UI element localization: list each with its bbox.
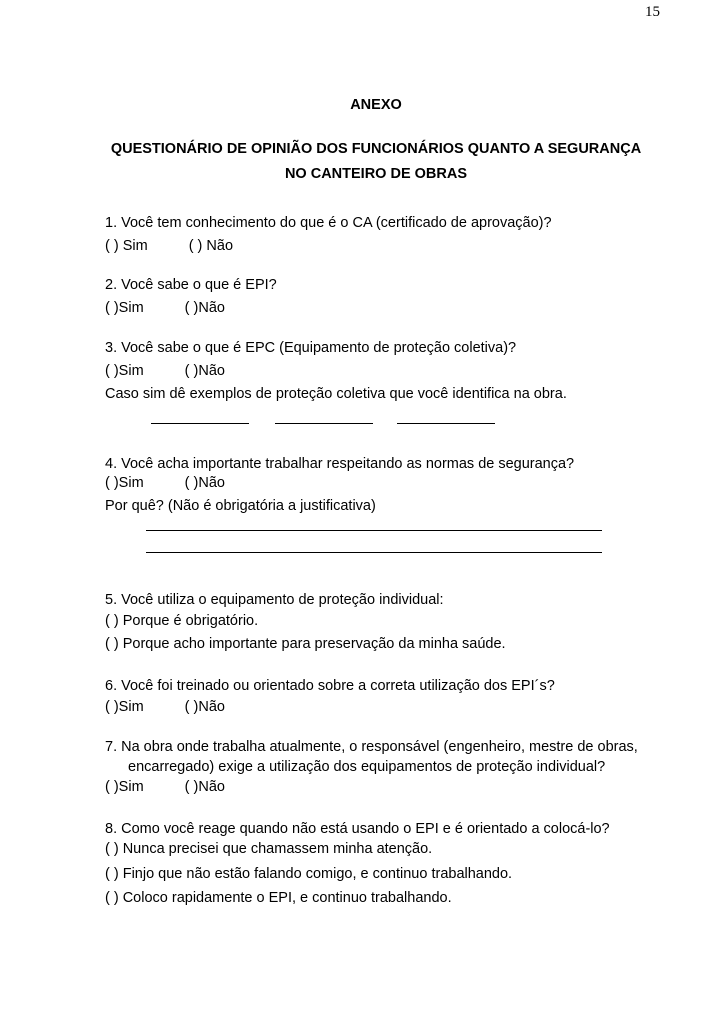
question-7-line2: encarregado) exige a utilização dos equipamentos de proteção individual? bbox=[128, 759, 606, 775]
question-6-answers bbox=[105, 698, 225, 716]
question-2-answers bbox=[105, 299, 225, 317]
question-6: 6. Você foi treinado ou orientado sobre a correta utilização dos EPI´s? bbox=[105, 678, 555, 694]
question-4-followup: Por quê? (Não é obrigatória a justificativa) bbox=[105, 498, 376, 514]
q6-option-no[interactable]: ( )Não bbox=[184, 699, 225, 715]
question-3: 3. Você sabe o que é EPC (Equipamento de proteção coletiva)? bbox=[105, 340, 517, 356]
q3-option-yes[interactable]: ( )Sim bbox=[105, 363, 144, 379]
q4-justification-line-1[interactable] bbox=[146, 530, 602, 531]
q5-option-1[interactable]: ( ) Porque é obrigatório. bbox=[105, 613, 259, 629]
question-7-line1: 7. Na obra onde trabalha atualmente, o responsável (engenheiro, mestre de obras, bbox=[105, 739, 638, 755]
question-5: 5. Você utiliza o equipamento de proteção individual: bbox=[105, 592, 444, 608]
question-3-followup: Caso sim dê exemplos de proteção coletiva que você identifica na obra. bbox=[105, 386, 567, 402]
question-1-answers bbox=[105, 237, 233, 255]
question-4: 4. Você acha importante trabalhar respeitando as normas de segurança? bbox=[105, 456, 575, 472]
q8-option-1[interactable]: ( ) Nunca precisei que chamassem minha atenção. bbox=[105, 841, 433, 857]
q5-option-2[interactable]: ( ) Porque acho importante para preservação da minha saúde. bbox=[105, 636, 506, 652]
q3-option-no[interactable]: ( )Não bbox=[184, 363, 225, 379]
q3-example-blank-2[interactable] bbox=[275, 423, 373, 424]
question-2: 2. Você sabe o que é EPI? bbox=[105, 277, 277, 293]
question-4-answers bbox=[105, 474, 225, 492]
q2-option-yes[interactable]: ( )Sim bbox=[105, 300, 144, 316]
q8-option-2[interactable]: ( ) Finjo que não estão falando comigo, e continuo trabalhando. bbox=[105, 866, 513, 882]
q2-option-no[interactable]: ( )Não bbox=[184, 300, 225, 316]
q6-option-yes[interactable]: ( )Sim bbox=[105, 699, 144, 715]
q3-example-blank-3[interactable] bbox=[397, 423, 495, 424]
q4-justification-line-2[interactable] bbox=[146, 552, 602, 553]
q1-option-no[interactable]: ( ) Não bbox=[188, 238, 234, 254]
q4-option-yes[interactable]: ( )Sim bbox=[105, 475, 144, 491]
questionnaire-title-line1: QUESTIONÁRIO DE OPINIÃO DOS FUNCIONÁRIOS QUANTO A SEGURANÇA bbox=[110, 141, 642, 157]
q1-option-yes[interactable]: ( ) Sim bbox=[105, 238, 148, 254]
question-7-answers bbox=[105, 778, 225, 796]
annex-heading: ANEXO bbox=[350, 97, 402, 113]
q7-option-no[interactable]: ( )Não bbox=[184, 779, 225, 795]
q3-example-blank-1[interactable] bbox=[151, 423, 249, 424]
page-number: 15 bbox=[645, 4, 660, 20]
questionnaire-title-line2: NO CANTEIRO DE OBRAS bbox=[284, 166, 468, 182]
question-1: 1. Você tem conhecimento do que é o CA (certificado de aprovação)? bbox=[105, 215, 552, 231]
question-3-answers bbox=[105, 362, 225, 380]
question-8: 8. Como você reage quando não está usando o EPI e é orientado a colocá-lo? bbox=[105, 821, 610, 837]
q4-option-no[interactable]: ( )Não bbox=[184, 475, 225, 491]
q7-option-yes[interactable]: ( )Sim bbox=[105, 779, 144, 795]
q8-option-3[interactable]: ( ) Coloco rapidamente o EPI, e continuo trabalhando. bbox=[105, 890, 452, 906]
